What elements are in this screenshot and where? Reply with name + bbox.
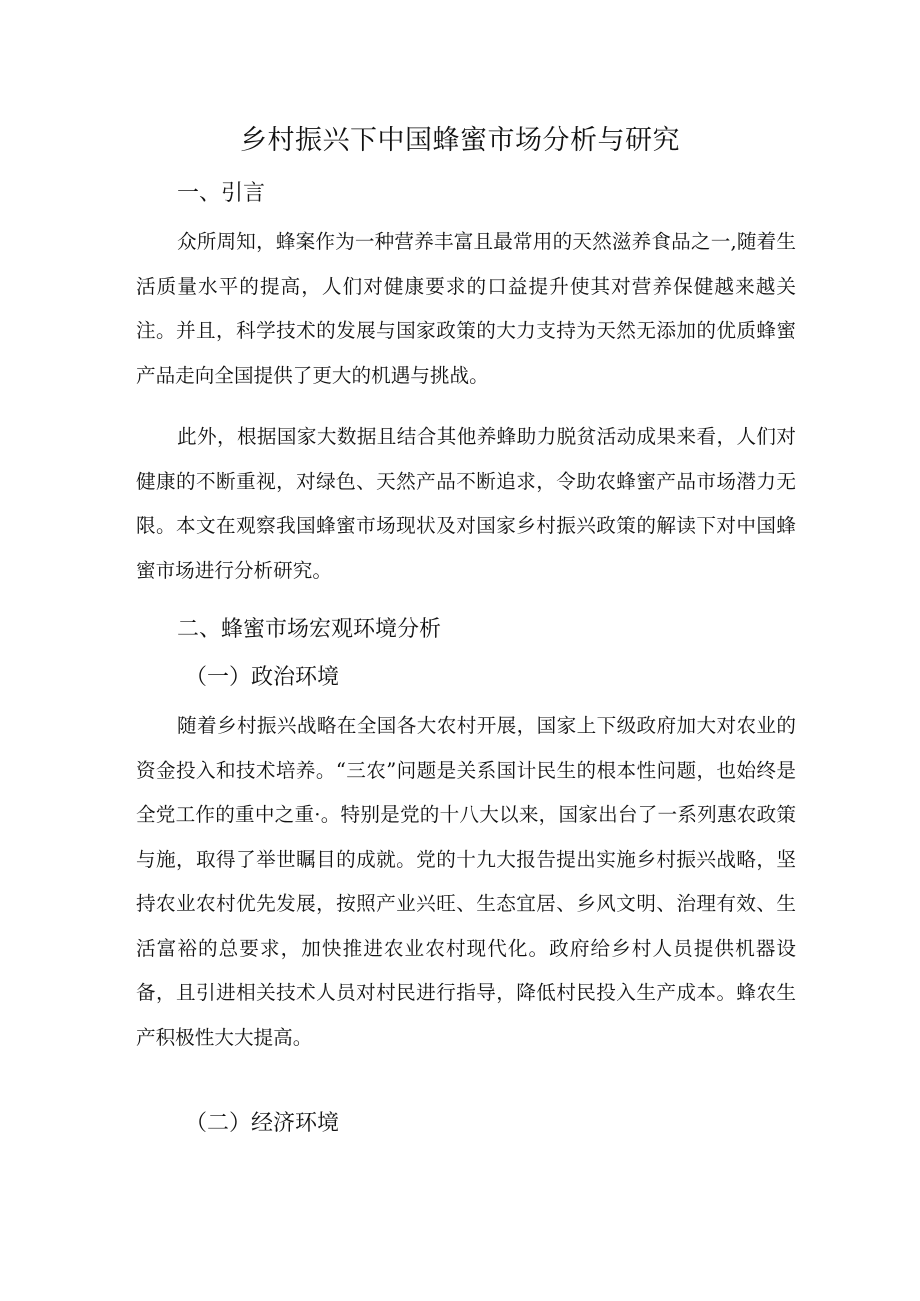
document-title: 乡村振兴下中国蜂蜜市场分析与研究 — [240, 125, 680, 156]
subsection-heading-economic: （二）经济环境 — [185, 1111, 340, 1136]
intro-paragraph-2: 此外，根据国家大数据且结合其他养蜂助力脱贫活动成果来看，人们对健康的不断重视，对绿色、天然产品不断追求，令助农蜂蜜产品市场潜力无限。本文在观察我国蜂蜜市场现状及对国家乡村振兴政策的解读下对中国蜂蜜市场进行分析研究。 — [136, 425, 796, 582]
intro-paragraph-1: 众所周知，蜂案作为一种营养丰富且最常用的天然滋养食品之一,随着生活质量水平的提高，人们对健康要求的口益提升使其对营养保健越来越关注。并且，科学技术的发展与国家政策的大力支持为天然无添加的优质蜂蜜产品走向全国提供了更大的机遇与挑战。 — [136, 230, 796, 387]
section-heading-macro-environment: 二、蜂蜜市场宏观环境分析 — [177, 617, 442, 642]
political-paragraph: 随着乡村振兴战略在全国各大农村开展，国家上下级政府加大对农业的资金投入和技术培养。“三农”问题是关系国计民生的根本性问题，也始终是全党工作的重中之重·。特别是党的十八大以来，国家出台了一系列惠农政策与施，取得了举世瞩目的成就。党的十九大报告提出实施乡村振兴战略，坚持农业农村优先发展，按照产业兴旺、生态宜居、乡风文明、治理有效、生活富裕的总要求，加快推进农业农村现代化。政府给乡村人员提供机器设备，且引进相关技术人员对村民进行指导，降低村民投入生产成本。蜂农生产积极性大大提高。 — [136, 714, 796, 1049]
subsection-heading-political: （一）政治环境 — [185, 665, 340, 690]
section-heading-introduction: 一、引言 — [177, 181, 266, 206]
